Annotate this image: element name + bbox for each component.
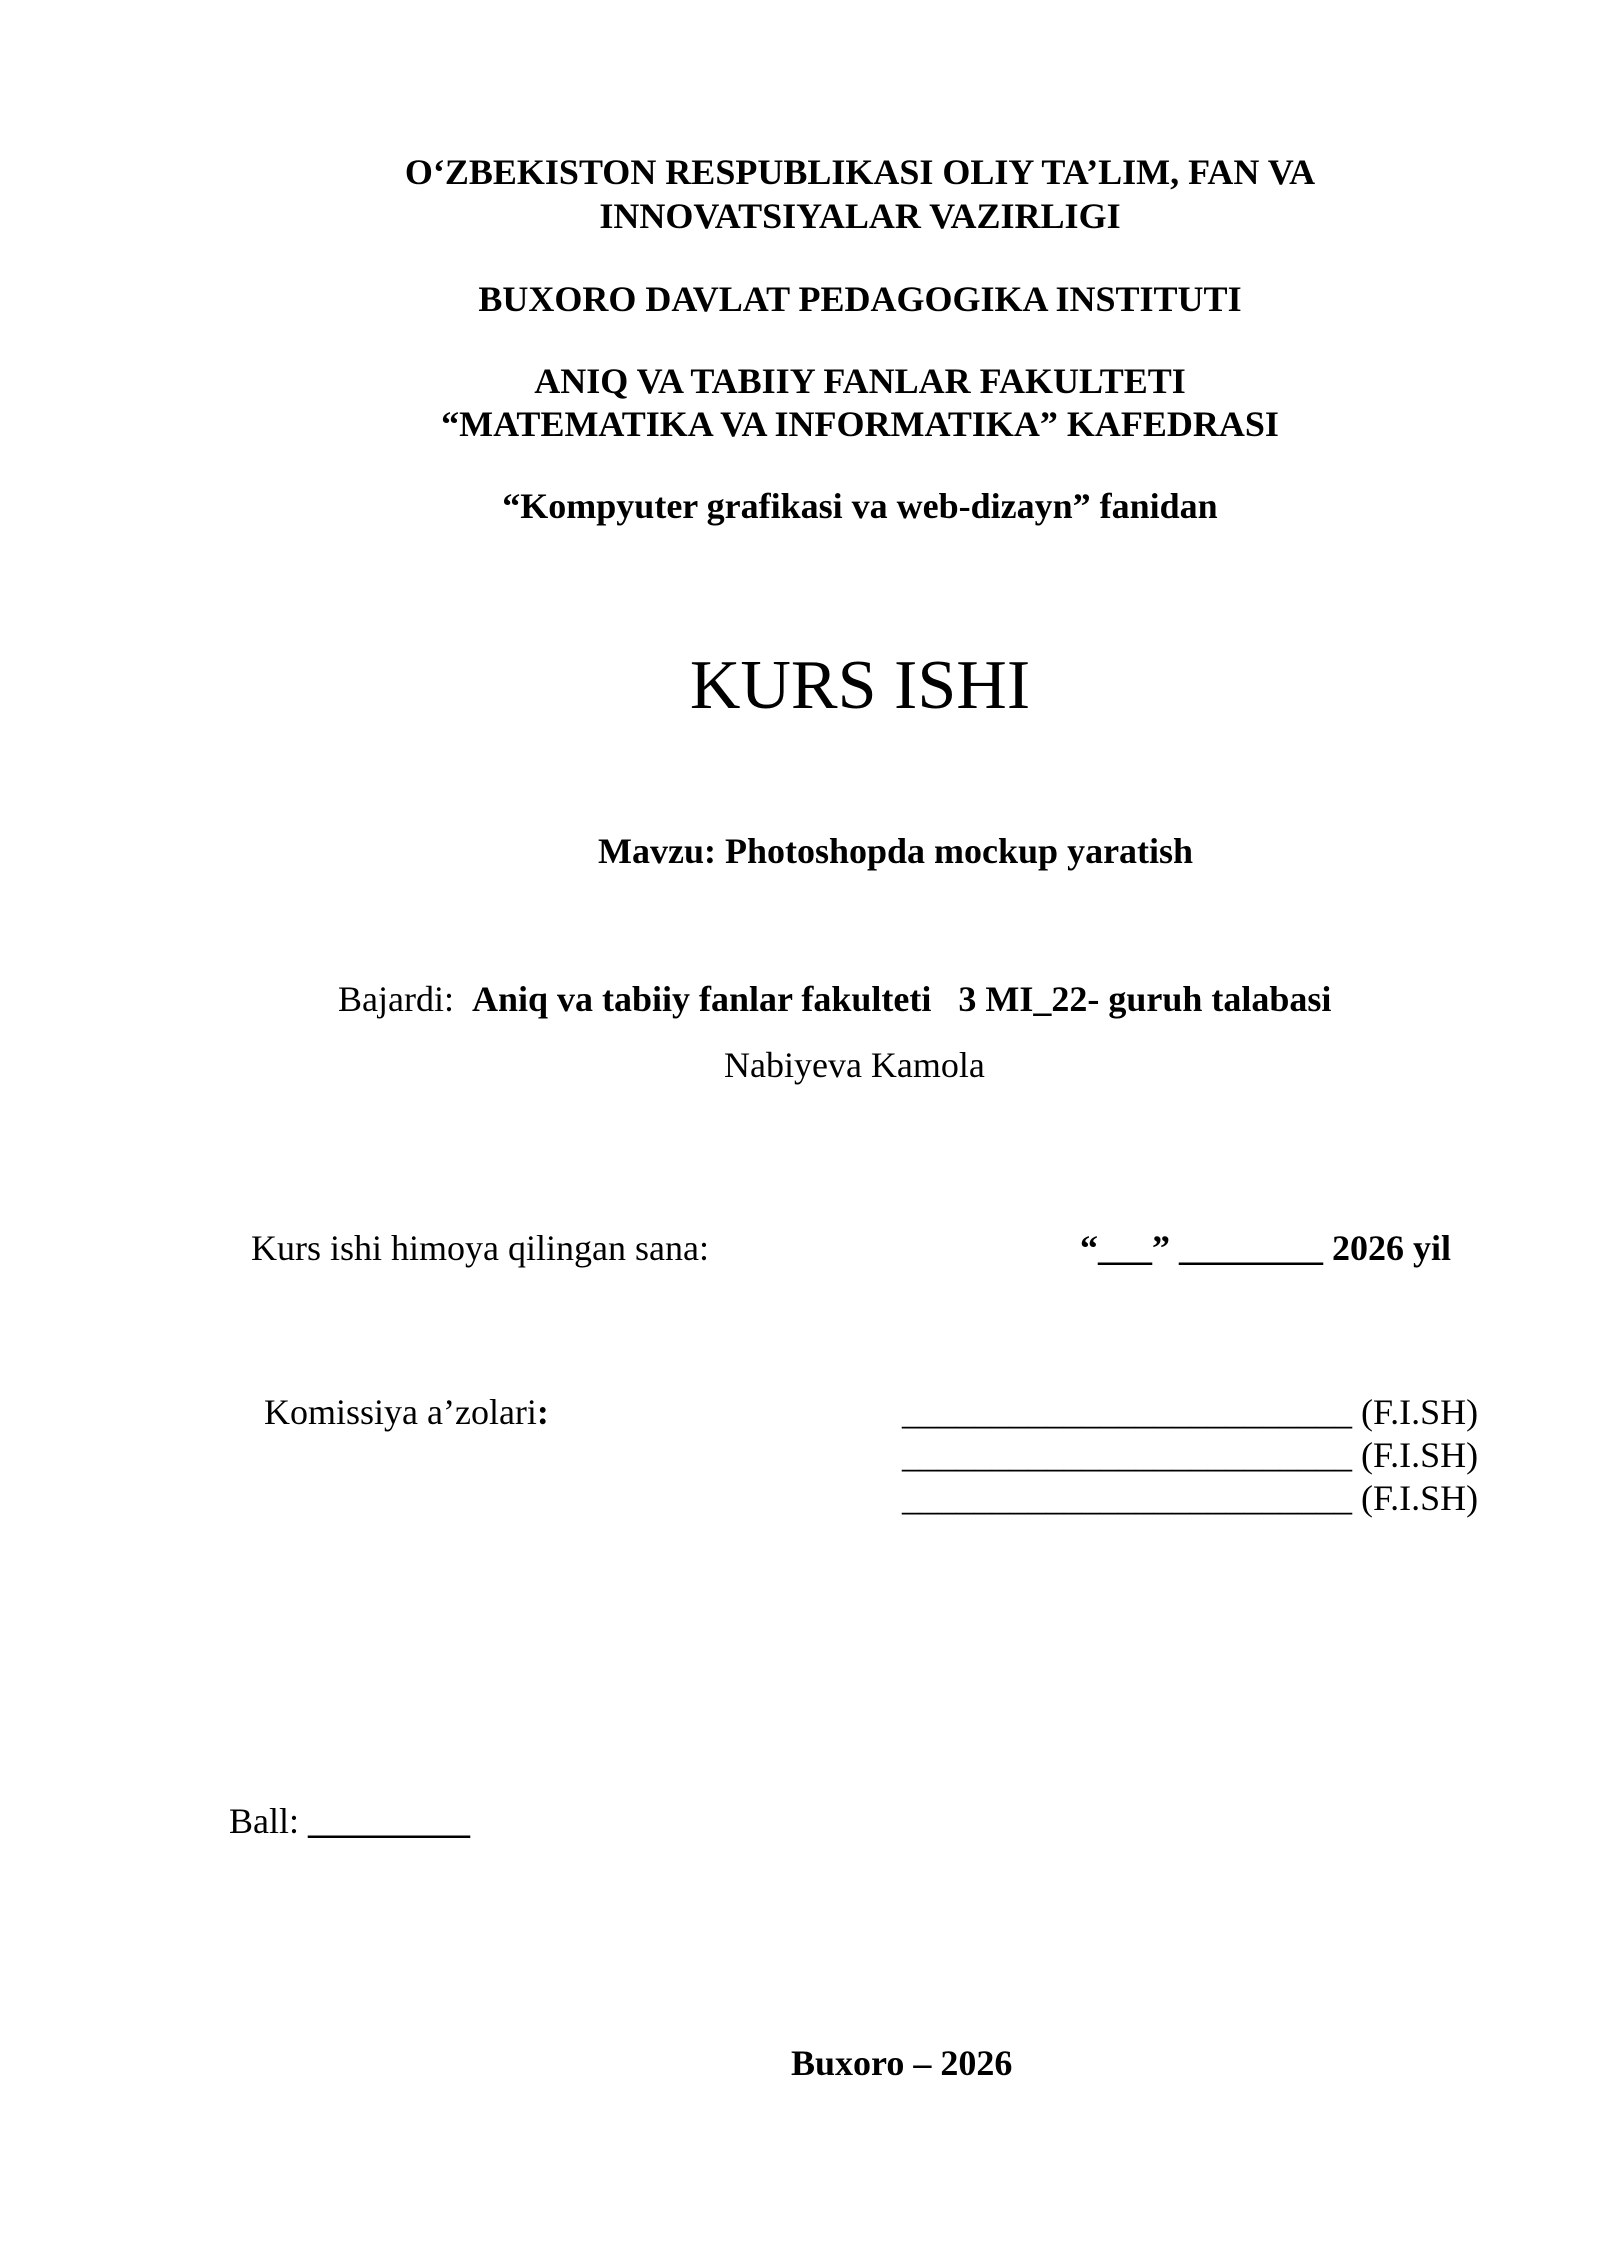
faculty-name: ANIQ VA TABIIY FANLAR FAKULTETI [534,361,1186,401]
commission-label-row [264,1390,549,1434]
signature-blank: _________________________ [902,1478,1352,1518]
commission-member-line [902,1476,1478,1520]
performer-name: Nabiyeva Kamola [724,1045,985,1085]
performer-info: Aniq va tabiiy fanlar fakulteti 3 MI_22- guruh talabasi [471,979,1332,1019]
department-name: “MATEMATIKA VA INFORMATIKA” KAFEDRASI [441,404,1279,444]
grade-blank: _________ [308,1801,470,1841]
commission-colon: : [536,1392,549,1432]
performer-label: Bajardi: [338,979,454,1019]
grade-label: Ball: [229,1801,308,1841]
signature-suffix: (F.I.SH) [1352,1435,1479,1475]
defense-label: Kurs ishi himoya qilingan sana: [251,1228,709,1268]
signature-suffix: (F.I.SH) [1352,1392,1479,1432]
signature-blank: _________________________ [902,1392,1352,1432]
subject-name: “Kompyuter grafikasi va web-dizayn” fanidan [502,486,1218,526]
institute-name: BUXORO DAVLAT PEDAGOGIKA INSTITUTI [478,279,1242,319]
city-year: Buxoro – 2026 [791,2043,1013,2083]
ministry-line-1: O‘ZBEKISTON RESPUBLIKASI OLIY TA’LIM, FAN VA [404,152,1316,192]
commission-label: Komissiya a’zolari [264,1392,537,1432]
ministry-line-2: INNOVATSIYALAR VAZIRLIGI [599,196,1121,236]
signature-suffix: (F.I.SH) [1352,1478,1479,1518]
document-title: KURS ISHI [689,647,1031,724]
commission-member-line [902,1433,1478,1477]
topic: Mavzu: Photoshopda mockup yaratish [598,831,1194,871]
performer-row [338,977,1331,1021]
grade-row [229,1799,470,1843]
commission-member-line [902,1390,1478,1434]
signature-blank: _________________________ [902,1435,1352,1475]
defense-date: “___” ________ 2026 yil [1080,1228,1452,1268]
